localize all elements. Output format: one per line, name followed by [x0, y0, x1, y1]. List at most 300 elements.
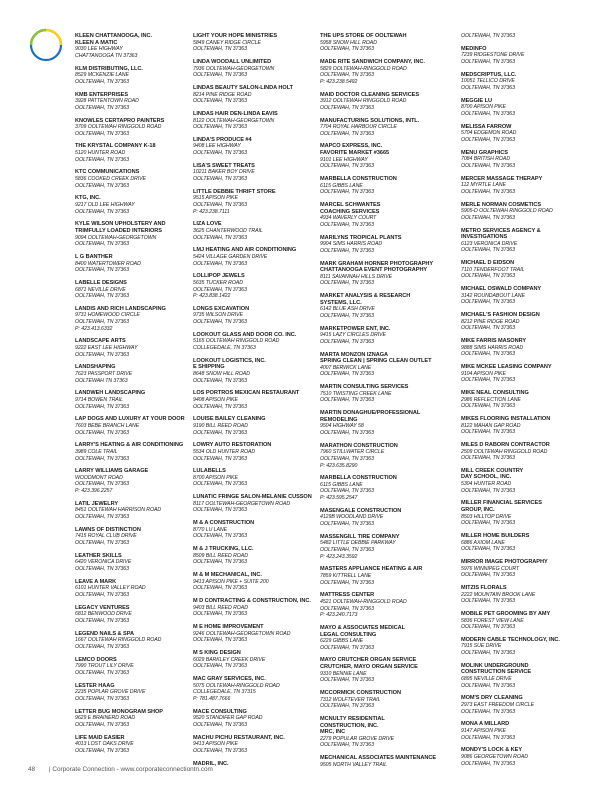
business-address-line: OOLTEWAH, TN 37363 [193, 533, 247, 540]
business-name: MANUFACTURING SOLUTIONS, INTL. [320, 117, 420, 124]
business-name: MARK GRAHAM HORNER PHOTOGRAPHY [320, 260, 434, 267]
directory-entry [461, 559, 585, 579]
business-address-line: 9515 APISON PIKE [193, 195, 238, 202]
business-address-line: 5849 CANEY RIDGE CIRCLE [193, 39, 261, 46]
directory-entry [75, 501, 199, 521]
business-address-line: P: 423.238.7111 [193, 208, 230, 215]
business-address-line: OOLTEWAH, TN 37363 [320, 247, 374, 254]
business-address-line: OOLTEWAH, TN 37363 [75, 617, 129, 624]
directory-entry [193, 624, 317, 644]
business-address-line: 9403 BILL REED ROAD [193, 604, 248, 611]
directory-column-2 [193, 33, 317, 773]
business-name: MERCER MASSAGE THERAPY [461, 175, 543, 182]
business-name: MEGGIE LU [461, 97, 492, 104]
directory-entry [75, 280, 199, 300]
directory-entry [193, 572, 317, 592]
business-name: MRC, INC [320, 729, 346, 736]
directory-entry [461, 98, 585, 118]
business-address-line: OOLTEWAH TN 37363 [75, 377, 128, 384]
business-address-line: 9505 NORTH VALLEY TRAIL [320, 761, 387, 768]
directory-entry [320, 384, 444, 404]
business-address-line: 3625 CHANTERWOOD TRAIL [193, 227, 263, 234]
business-address-line: 2973 EAST FREEDOM CIRCLE [461, 702, 535, 708]
business-address-line: OOLTEWAH, TN 37363 [193, 403, 247, 410]
business-address-line: OOLTEWAH, TN 37363 [75, 591, 129, 598]
directory-entry [320, 118, 444, 138]
business-name: LATIL JEWELRY [75, 500, 119, 507]
business-name: LINDA WOODALL UNLIMITED [193, 58, 272, 65]
business-name: MITZIS FLORALS [461, 584, 507, 591]
business-address-line: OOLTEWAH, TN 37363 [193, 72, 247, 79]
business-address-line: OOLTEWAH, TN 37363 [461, 429, 515, 436]
business-address-line: P: 423.838.1422 [193, 293, 231, 300]
business-address-line: OOLTEWAH, TN 37363 [75, 267, 129, 274]
business-address-line: 2222 MOUNTAIN BROOK LANE [461, 591, 536, 598]
business-address-line: OOLTEWAH, TN 37363 [75, 669, 129, 676]
business-address-line: OOLTEWAH, TN 37363 [193, 286, 247, 293]
business-address-line: 4934 WAVERLY COURT [320, 215, 377, 222]
business-address-line: OOLTEWAH, TN 37363 [461, 325, 515, 332]
business-address-line: OOLTEWAH, TN 37363 [193, 455, 247, 462]
business-address-line: OOLTEWAH, TN 37363 [320, 429, 374, 436]
business-address-line: 3142 ROUNDABOUT LANE [461, 292, 525, 299]
directory-entry [461, 468, 585, 494]
business-address-line: OOLTEWAH, TN 37363 [320, 338, 374, 345]
business-address-line: OOLTEWAH, TN 37363 [75, 241, 129, 248]
directory-entry [320, 293, 444, 319]
business-address-line: OOLTEWAH, TN 37363 [461, 110, 515, 117]
business-name: LEGAL CONSULTING [320, 631, 377, 638]
directory-entry [193, 390, 317, 410]
business-name: LESTER HAAG [75, 682, 115, 689]
business-address-line: OOLTEWAH, TN 37363 [193, 721, 247, 728]
directory-entry [320, 326, 444, 346]
business-address-line: OOLTEWAH, TN 37363 [320, 455, 374, 462]
business-address-line: OOLTEWAH, TN 37363 [461, 682, 515, 689]
business-address-line: OOLTEWAH, TN 37363 [461, 299, 515, 306]
directory-entry [75, 254, 199, 274]
business-name: SPRING CLEAN | SPRING CLEAN OUTLET [320, 358, 432, 365]
business-address-line: 9086 GEORGETOWN ROAD [461, 753, 528, 760]
directory-entry [193, 163, 317, 183]
directory-entry [461, 695, 585, 715]
business-address-line: 6142 BLUE ASH DRIVE [320, 306, 375, 313]
business-address-line: OOLTEWAH, TN 37363 [320, 521, 374, 528]
directory-entry [75, 416, 199, 436]
business-address-line: OOLTEWAH, TN 37363 [320, 605, 374, 612]
business-address-line: OOLTEWAH, TN 37363 [193, 481, 247, 488]
business-name: MILLER HOME BUILDERS [461, 533, 530, 539]
business-address-line: 9904 SIMS HARRIS ROAD [320, 241, 383, 248]
business-address-line: 5958 SNOW HILL ROAD [320, 39, 377, 46]
business-address-line: 9101 LEE HIGHWAY [320, 156, 368, 163]
business-name: MARILYNS TROPICAL PLANTS [320, 234, 402, 241]
business-name: LIGHT YOUR HOPE MINISTRIES [193, 33, 278, 39]
directory-entry [75, 735, 199, 755]
business-address-line: OOLTEWAH, TN 37363 [193, 611, 247, 618]
business-address-line: 9408 LEE HIGHWAY [193, 143, 241, 150]
business-address-line: 6812 BENWOOD DRIVE [75, 611, 132, 618]
business-name: MARTA MONZON IZNAGA [320, 351, 389, 358]
business-name: LAP DOGS AND LUXURY AT YOUR DOOR [75, 416, 185, 423]
business-address-line: OOLTEWAH, TN 37363 [75, 565, 129, 572]
business-name: LANDIS AND RICH LANDSCAPING [75, 305, 166, 312]
business-address-line: OOLTEWAH, TN 37363 [461, 650, 515, 657]
business-address-line: OOLTEWAH, TN 37363 [75, 130, 129, 137]
business-name: CHATTANOOGA EVENT PHOTOGRAPHY [320, 267, 428, 274]
business-name: M & M MECHANICAL, INC. [193, 572, 262, 579]
business-name: MARKET ANALYSIS & RESEARCH [320, 293, 411, 300]
business-name: LANDSCAPE ARTS [75, 338, 126, 345]
business-address-line: OOLTEWAH, TN 37363 [461, 455, 515, 462]
business-name: MECHANICAL ASSOCIATES MAINTENANCE [320, 755, 437, 762]
directory-entry [75, 468, 199, 494]
business-address-line: 6029 BARKLEY CREEK DRIVE [193, 656, 266, 663]
directory-entry [320, 716, 444, 749]
business-address-line: OOLTEWAH, TN 37363 [75, 208, 129, 215]
business-name: COACHING SERVICES [320, 208, 380, 215]
directory-entry [320, 143, 444, 169]
directory-entry [461, 202, 585, 222]
business-address-line: OOLTEWAH, TN 37363 [75, 429, 129, 436]
business-address-line: 7704 ROYAL HARBOUR CIRCLE [320, 124, 397, 131]
business-name: MARATHON CONSTRUCTION [320, 442, 398, 449]
business-address-line: OOLTEWAH, TN 37363 [461, 273, 515, 280]
business-address-line: P: 423.595.2547 [320, 495, 358, 502]
directory-entry [193, 709, 317, 729]
directory-entry [320, 235, 444, 255]
business-address-line: 2235 POPLAR GROVE DRIVE [75, 689, 146, 696]
business-address-line: 7084 BRITISH ROAD [461, 156, 511, 163]
business-name: KYLE WILSON UPHOLSTERY AND [75, 221, 166, 228]
business-name: LISA'S SWEET TREATS [193, 162, 255, 169]
directory-entry [193, 358, 317, 384]
business-address-line: 7415 ROYAL CLUB DRIVE [75, 533, 137, 540]
business-address-line: 6115 GIBBS LANE [320, 481, 363, 488]
business-address-line: OOLTEWAH, TN 37363 [461, 546, 515, 553]
business-name: MICHAEL D EIDSON [461, 260, 515, 267]
business-name: KLM DISTRIBUTING, LLC. [75, 65, 143, 72]
business-address-line: 9714 BOWEN TRAIL [75, 396, 123, 403]
business-name: LOOKOUT GLASS AND DOOR CO. INC. [193, 331, 297, 338]
business-address-line: 7239 RIDGESTONE DRIVE [461, 52, 525, 59]
business-address-line: OOLTEWAH, TN 37363 [320, 742, 374, 749]
business-address-line: 5635 TUCKER ROAD [193, 279, 243, 286]
business-address-line: OOLTEWAH, TN 37363 [75, 403, 129, 410]
business-name: MARBELLA CONSTRUCTION [320, 475, 397, 482]
business-address-line: OOLTEWAH, TN 37363 [193, 747, 247, 754]
business-address-line: P: 423.238.5492 [320, 78, 358, 85]
business-address-line: 9520 STANDIFER GAP ROAD [193, 715, 263, 722]
directory-entry [320, 443, 444, 469]
business-address-line: 9094 OOLTEWAH-GEORGETOWN [75, 234, 157, 241]
business-address-line: OOLTEWAH, TN 37363 [193, 559, 247, 566]
business-name: M & A CONSTRUCTION [193, 520, 255, 527]
business-address-line: 5534 OLD HUNTER ROAD [193, 448, 256, 455]
business-address-line: OOLTEWAH, TN 37363 [75, 78, 129, 85]
business-address-line: OOLTEWAH, TN 37363 [75, 747, 129, 754]
business-address-line: OOLTEWAH, TN 37363 [461, 247, 515, 254]
directory-entry [461, 33, 585, 40]
business-address-line: 5704 EDGEMON ROAD [461, 130, 517, 137]
directory-entry [461, 611, 585, 631]
business-name: SYSTEMS, LLC. [320, 299, 362, 306]
business-name: LUNATIC FRINGE SALON-MELANIE CUSSON [193, 494, 312, 501]
business-address-line: OOLTEWAH, TN 37363 [461, 598, 515, 605]
business-address-line: P: 781.487.7666 [193, 695, 231, 702]
business-address-line: 7859 KITTRELL LANE [320, 572, 372, 579]
business-name: MONA A MILLARD [461, 721, 510, 728]
business-name: MOLINK UNDERGROUND [461, 662, 529, 669]
business-name: MADRIL, INC. [193, 760, 229, 767]
business-address-line: OOLTEWAH, TN 37363 [320, 189, 374, 196]
directory-entry [75, 92, 199, 112]
business-name: M E HOME IMPROVEMENT [193, 624, 264, 631]
business-name: MICHAEL OSWALD COMPANY [461, 286, 542, 293]
directory-entry [461, 390, 585, 410]
business-address-line: OOLTEWAH, TN 37363 [320, 72, 374, 79]
business-name: MILL CREEK COUNTRY [461, 467, 524, 474]
business-name: MACHU PICHU RESTAURANT, INC. [193, 734, 285, 741]
business-address-line: 7623 PASSPORT DRIVE [75, 371, 133, 377]
business-name: LIZA LOVE [193, 221, 222, 228]
business-address-line: 9735 WILSON DRIVE [193, 312, 243, 319]
business-address-line: 9413 APISON PIKE + SUITE 200 [193, 578, 269, 585]
business-address-line: OOLTEWAH, TN 37363 [320, 371, 374, 378]
directory-entry [193, 137, 317, 157]
business-address-line: OOLTEWAH, TN 37363 [461, 624, 515, 631]
business-name: MASENGALE CONSTRUCTION [320, 507, 402, 514]
directory-entry [193, 468, 317, 488]
directory-entry [193, 111, 317, 131]
directory-entry [461, 500, 585, 526]
business-address-line: 3709 OOLTEWAH RINGGOLD ROAD [75, 124, 162, 131]
business-address-line: 5304 HUNTER ROAD [461, 481, 512, 488]
business-address-line: 8700 APISON PIKE [461, 104, 506, 111]
business-address-line: 6101 HUNTER VALLEY ROAD [75, 585, 146, 592]
business-address-line: 9629 E BRAINERD ROAD [75, 715, 136, 722]
business-name: MATTRESS CENTER [320, 592, 375, 599]
business-name: L G BANTHER [75, 253, 113, 260]
business-name: MAYO & ASSOCIATES MEDICAL [320, 624, 405, 631]
business-address-line: P: 423.396.2257 [75, 488, 113, 495]
directory-entry [320, 534, 444, 560]
directory-entry [75, 66, 199, 86]
business-address-line: 3912 OOLTEWAH RINGGOLD ROAD [320, 98, 407, 105]
business-address-line: OOLTEWAH, TN 37363 [320, 280, 374, 287]
business-address-line: CHATTANOOGA TN 37363 [75, 52, 138, 59]
business-name: LANDSHAPING [75, 364, 116, 371]
business-name: LARRY'S HEATING & AIR CONDITIONING [75, 442, 184, 449]
business-name: MIKE MCKEE LEASING COMPANY [461, 364, 552, 370]
business-address-line: 6123 VERONICA DRIVE [461, 240, 518, 247]
business-address-line: 2509 OOLTEWAH RINGGOLD ROAD [461, 448, 548, 455]
business-name: REMODELING [320, 416, 358, 423]
business-name: MENU GRAPHICS [461, 149, 508, 156]
business-address-line: OOLTEWAH, TN 37363 [461, 188, 515, 195]
business-address-line: OOLTEWAH, TN 37363 [320, 644, 374, 651]
business-name: MILES D RABORN CONTRACTOR [461, 441, 550, 448]
business-name: MARBELLA CONSTRUCTION [320, 176, 397, 183]
business-address-line: P: 423.635.8290 [320, 462, 358, 469]
business-address-line: 4007 BERWICK LANE [320, 364, 372, 371]
directory-entry [75, 306, 199, 332]
business-address-line: 7603 BEBE BRANCH LANE [75, 422, 140, 429]
business-address-line: OOLTEWAH, TN 37363 [320, 104, 374, 111]
directory-entry [461, 338, 585, 358]
business-address-line: OOLTEWAH, TN 37363 [461, 520, 515, 527]
page-footer [28, 766, 213, 773]
directory-entry [75, 169, 199, 189]
business-name: MEDSCRIPTUS, LLC. [461, 71, 517, 78]
directory-entry [193, 442, 317, 462]
business-name: MIRROR IMAGE PHOTOGRAPHY [461, 558, 548, 565]
business-address-line: 9104 APISON PIKE [461, 370, 506, 377]
directory-entry [461, 364, 585, 384]
business-address-line: 3989 COLE TRAIL [75, 448, 118, 455]
directory-entry [461, 416, 585, 436]
directory-entry [461, 124, 585, 144]
logo-ring-icon [28, 27, 64, 63]
business-name: MILLER FINANCIAL SERVICES [461, 500, 542, 507]
directory-entry [461, 585, 585, 605]
business-name: M D CONTRACTING & CONSTRUCTION, INC. [193, 598, 311, 605]
business-address-line: 8212 PINE RIDGE ROAD [461, 318, 520, 325]
business-address-line: 9310 BENNIE LANE [320, 670, 367, 677]
business-name: MCCORMICK CONSTRUCTION [320, 690, 401, 697]
business-address-line: 8400 WATERTOWER ROAD [75, 260, 141, 267]
business-name: METRO SERVICES AGENCY & [461, 227, 541, 234]
directory-entry [193, 520, 317, 540]
directory-entry [320, 566, 444, 586]
business-name: LOS PORTROS MEXICAN RESTAURANT [193, 390, 300, 397]
business-name: MONDY'S LOCK & KEY [461, 747, 523, 754]
business-address-line: 9413 APISON PIKE [193, 741, 238, 748]
business-address-line: 10211 BAKER BOY DRIVE [193, 169, 255, 176]
business-address-line: OOLTEWAH, TN 37363 [193, 663, 247, 670]
business-address-line: 8122 OOLTEWAH-GEORGETOWN [193, 117, 275, 124]
business-address-line: OOLTEWAH, TN 37363 [320, 397, 374, 404]
business-address-line: OOLTEWAH, TN 37363 [75, 182, 129, 189]
business-address-line: OOLTEWAH, TN 37363 [193, 260, 247, 267]
directory-entry [193, 332, 317, 352]
business-name: LETTER BUG MONOGRAM SHOP [75, 708, 163, 715]
business-address-line: OOLTEWAH, TN 37363 [461, 58, 515, 65]
business-address-line: OOLTEWAH, TN 37363 [75, 319, 129, 326]
business-address-line: OOLTEWAH, TN 37363 [193, 377, 247, 384]
business-address-line: OOLTEWAH, TN 37363 [320, 221, 374, 228]
business-address-line: OOLTEWAH, TN 37363 [461, 572, 515, 579]
business-name: MAPCO EXPRESS, INC. [320, 143, 383, 150]
business-name: LOUISE BAILEY CLEANING [193, 416, 266, 423]
directory-entry [193, 189, 317, 215]
directory-entry [193, 273, 317, 299]
directory-entry [320, 508, 444, 528]
directory-entry [193, 598, 317, 618]
business-address-line: COLLEGEDALE, TN 37363 [193, 345, 256, 352]
business-name: LITTLE DEBBIE THRIFT STORE [193, 188, 276, 195]
business-address-line: 8770 LU LANE [193, 526, 228, 533]
directory-entry [320, 592, 444, 618]
business-name: KLEEN CHATTANOOGA, INC. [75, 33, 152, 39]
directory-entry [320, 690, 444, 710]
business-name: M & J TRUCKING, LLC. [193, 546, 254, 553]
business-name: LOLLIPOP JEWELS [193, 273, 245, 280]
business-name: MIKES FLOORING INSTALLATION [461, 415, 551, 422]
business-address-line: OOLTEWAH, TN 37363 [193, 202, 247, 208]
business-name: KTC COMMUNICATIONS [75, 169, 140, 176]
business-address-line: OOLTEWAH, TN 37363 [461, 84, 515, 91]
business-address-line: 8529 MCKENZIE LANE [75, 72, 129, 79]
directory-entry [75, 631, 199, 651]
directory-entry [193, 735, 317, 755]
directory-entry [193, 306, 317, 326]
business-address-line: OOLTEWAH, TN 37363 [461, 760, 515, 767]
business-address-line: 9731 HOMEWOOD CIRCLE [75, 312, 140, 319]
business-name: LEGACY VENTURES [75, 604, 130, 611]
business-address-line: OOLTEWAH, TN 37363 [193, 46, 247, 53]
business-name: KLEEN A MATIC [75, 39, 118, 46]
directory-entry [75, 390, 199, 410]
business-name: MARTIN CONSULTING SERVICES [320, 384, 409, 391]
directory-entry [193, 650, 317, 670]
business-address-line: OOLTEWAH, TN 37363 [320, 677, 374, 684]
directory-entry [75, 364, 199, 384]
business-name: LABELLE DESIGNS [75, 279, 127, 286]
directory-entry [193, 676, 317, 702]
directory-column-4 [461, 33, 585, 773]
business-name: MELISSA FARROW [461, 123, 512, 130]
business-name: KMB ENTERPRISES [75, 91, 129, 98]
business-address-line: 5075 OOLTEWAH-RINGGOLD ROAD [193, 682, 280, 689]
business-name: MARKETPOWER ENT, INC. [320, 325, 391, 332]
business-address-line: OOLTEWAH, TN 37363 [461, 162, 515, 169]
business-name: M S KING DESIGN [193, 650, 241, 657]
business-name: MODERN CABLE TECHNOLOGY, INC. [461, 636, 560, 643]
business-address-line: 3928 PATTENTOWN ROAD [75, 98, 139, 105]
directory-entry [320, 59, 444, 85]
business-address-line: OOLTEWAH, TN 37363 [461, 136, 515, 143]
business-address-line: 9504 HIGHWAY 58 [320, 423, 364, 430]
business-name: MARTIN DONAGHUE/PROFESSIONAL [320, 410, 421, 417]
directory-entry [461, 46, 585, 66]
business-address-line: OOLTEWAH, TN 37363 [75, 104, 129, 111]
business-name: LONGS EXCAVATION [193, 305, 250, 312]
business-name: MOM'S DRY CLEANING [461, 695, 523, 702]
business-name: TRIMFULLY LOADED INTERIORS [75, 227, 162, 234]
business-address-line: OOLTEWAH, TN 37363 [320, 46, 374, 53]
business-name: KNOWLES CERTAPRO PAINTERS [75, 117, 165, 124]
directory-entry [75, 195, 199, 215]
directory-entry [75, 338, 199, 358]
business-address-line: 7936 OOLTEWAH-GEORGETOWN [193, 65, 275, 72]
business-address-line: 6420 VERONICA DRIVE [75, 559, 132, 566]
directory-entry [461, 442, 585, 462]
business-name: INVESTIGATIONS [461, 234, 508, 241]
business-name: LEMCO DOORS [75, 656, 117, 663]
business-address-line: OOLTEWAH, TN 37363 [193, 507, 247, 514]
business-address-line: OOLTEWAH, TN 37363 [320, 130, 374, 137]
business-name: LEATHER SKILLS [75, 552, 122, 559]
business-address-line: 9415 LAZY CIRCLES DRIVE [320, 332, 386, 339]
business-address-line: OOLTEWAH, TN 37363 [75, 481, 129, 488]
business-address-line: OOLTEWAH, TN 37363 [461, 487, 515, 494]
directory-entry [75, 553, 199, 573]
directory-entry [320, 92, 444, 112]
business-address-line: 8214 PINE RIDGE ROAD [193, 91, 252, 98]
business-name: MAC GRAY SERVICES, INC. [193, 676, 266, 683]
business-name: MEDINFO [461, 45, 487, 52]
